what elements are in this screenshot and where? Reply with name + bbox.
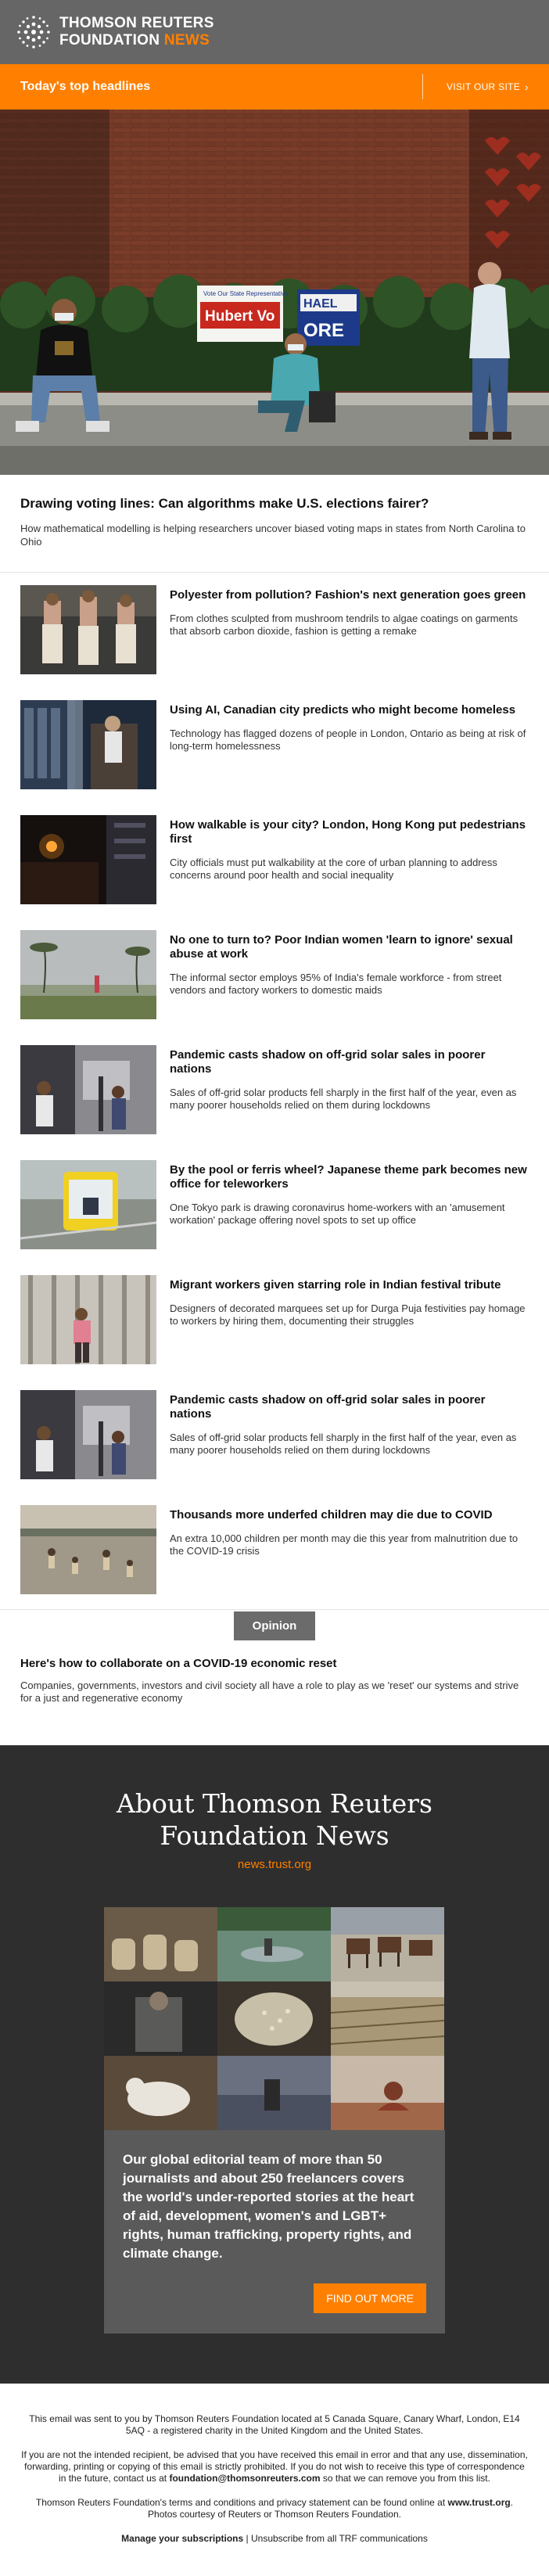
mosaic-photo <box>331 2056 444 2130</box>
brand-line1: THOMSON REUTERS <box>59 15 214 31</box>
about-card <box>104 2130 445 2333</box>
footer-links <box>20 2533 529 2545</box>
thomson-reuters-logo-icon <box>14 13 53 52</box>
article-thumbnail[interactable] <box>20 1390 156 1479</box>
brand-name <box>59 15 214 49</box>
article-summary: City officials must put walkability at the core of urban planning to address concerns around poor health and social inequality <box>170 857 497 881</box>
article-title[interactable]: Thousands more underfed children may die due to COVID <box>170 1508 493 1522</box>
footer-photo-credit: Photos courtesy of Reuters or Thomson Reuters Foundation. <box>148 2509 401 2520</box>
article-summary: From clothes sculpted from mushroom tendrils to algae coatings on garments that absorb carbon dioxide, fashion is getting a remake <box>170 613 518 637</box>
chevron-right-icon: › <box>525 81 529 93</box>
article-title[interactable]: Pandemic casts shadow on off-grid solar sales in poorer nations <box>170 1048 486 1076</box>
article-item[interactable] <box>20 1493 529 1608</box>
article-title[interactable]: Pandemic casts shadow on off-grid solar sales in poorer nations <box>170 1393 486 1421</box>
footer-disclaimer-text: If you are not the intended recipient, be advised that you have received this email in error and that any use, dissemination, forwarding, printing or copying of this email is strictly prohibited. If you do not wish to receive this type of correspondence in the future, contact us at <box>21 2449 528 2484</box>
hero-image[interactable] <box>0 110 549 475</box>
sign-small-text: Vote Our State Representative <box>203 290 289 297</box>
sign2-line2: ORE <box>303 320 345 341</box>
mosaic-photo <box>104 2056 217 2130</box>
footer-address: This email was sent to you by Thomson Reuters Foundation located at 5 Canada Square, Canary Wharf, London, E14 5AQ - a registered charity in the United Kingdom and the United States. <box>29 2413 520 2436</box>
headlines-title: Today's top headlines <box>20 80 151 93</box>
sign-name-text: Hubert Vo <box>205 308 275 325</box>
photo-mosaic <box>104 1907 445 2130</box>
article-item[interactable] <box>20 1378 529 1493</box>
article-item[interactable] <box>20 1033 529 1148</box>
featured-summary: How mathematical modelling is helping researchers uncover biased voting maps in states from North Carolina to Ohio <box>20 523 526 548</box>
voters-waiting-photo <box>0 110 549 475</box>
mosaic-photo <box>331 1981 444 2056</box>
opinion-section <box>0 1609 549 1745</box>
article-thumbnail[interactable] <box>20 1275 156 1364</box>
about-title-line1: About Thomson Reuters <box>117 1788 432 1819</box>
article-title[interactable]: Migrant workers given starring role in Indian festival tribute <box>170 1278 501 1292</box>
mosaic-photo <box>217 1907 331 1981</box>
footer-trust-link[interactable]: www.trust.org <box>447 2497 511 2508</box>
opinion-badge: Opinion <box>234 1611 316 1640</box>
footer-disclaimer-text-end: so that we can remove you from this list. <box>320 2473 490 2484</box>
article-thumbnail[interactable] <box>20 700 156 789</box>
opinion-story[interactable] <box>0 1640 549 1745</box>
footer-disclaimer <box>20 2449 529 2484</box>
article-title[interactable]: Using AI, Canadian city predicts who might become homeless <box>170 703 516 717</box>
article-thumbnail[interactable] <box>20 585 156 674</box>
mosaic-photo <box>331 1907 444 1981</box>
about-site-link[interactable]: news.trust.org <box>237 1858 312 1871</box>
article-summary: The informal sector employs 95% of India's female workforce - from street vendors and factory workers to domestic maids <box>170 972 502 996</box>
mosaic-photo <box>217 1981 331 2056</box>
footer-email-link[interactable]: foundation@thomsonreuters.com <box>169 2473 321 2484</box>
footer-terms-text: Thomson Reuters Foundation's terms and conditions and privacy statement can be found online at <box>35 2497 448 2508</box>
article-item[interactable] <box>20 1263 529 1378</box>
article-summary: Designers of decorated marquees set up for Durga Puja festivities pay homage to workers by hiring them, documenting their struggles <box>170 1302 526 1327</box>
unsubscribe-link[interactable]: Unsubscribe from all TRF communications <box>250 2533 428 2544</box>
footer-terms-period: . <box>510 2497 514 2508</box>
brand-news: NEWS <box>163 32 210 49</box>
campaign-sign-2 <box>297 289 360 346</box>
manage-subscriptions-link[interactable]: Manage your subscriptions <box>121 2533 244 2544</box>
mosaic-photo <box>104 1907 217 1981</box>
article-title[interactable]: Polyester from pollution? Fashion's next generation goes green <box>170 588 526 602</box>
brand-line2: FOUNDATION <box>59 32 160 49</box>
article-thumbnail[interactable] <box>20 1160 156 1249</box>
mosaic-photo <box>217 2056 331 2130</box>
article-list <box>0 573 549 1608</box>
article-item[interactable] <box>20 918 529 1033</box>
article-title[interactable]: No one to turn to? Poor Indian women 'learn to ignore' sexual abuse at work <box>170 933 513 961</box>
article-item[interactable] <box>20 688 529 803</box>
article-item[interactable] <box>20 803 529 918</box>
article-thumbnail[interactable] <box>20 1505 156 1594</box>
email-footer <box>0 2384 549 2576</box>
footer-terms <box>20 2497 529 2520</box>
email-header <box>0 0 549 64</box>
article-summary: Sales of off-grid solar products fell sharply in the first half of the year, even as many poorer households relied on them during lockdowns <box>170 1432 517 1456</box>
visit-site-link[interactable] <box>422 74 529 99</box>
footer-separator: | <box>243 2533 251 2544</box>
article-title[interactable]: By the pool or ferris wheel? Japanese theme park becomes new office for teleworkers <box>170 1163 527 1191</box>
mosaic-photo <box>104 1981 217 2056</box>
article-summary: Technology has flagged dozens of people in London, Ontario as being at risk of long-term homelessness <box>170 728 526 752</box>
article-summary: Sales of off-grid solar products fell sharply in the first half of the year, even as many poorer households relied on them during lockdowns <box>170 1087 517 1111</box>
article-item[interactable] <box>20 1148 529 1263</box>
headlines-bar <box>0 64 549 110</box>
about-section <box>0 1745 549 2384</box>
opinion-title[interactable]: Here's how to collaborate on a COVID-19 economic reset <box>20 1657 337 1670</box>
visit-site-label: VISIT OUR SITE <box>447 81 521 92</box>
campaign-sign <box>197 286 289 342</box>
featured-title[interactable]: Drawing voting lines: Can algorithms make U.S. elections fairer? <box>20 496 429 511</box>
article-item[interactable] <box>20 573 529 688</box>
article-thumbnail[interactable] <box>20 1045 156 1134</box>
about-title <box>0 1787 549 1852</box>
article-title[interactable]: How walkable is your city? London, Hong Kong put pedestrians first <box>170 818 526 846</box>
find-out-more-button[interactable]: FIND OUT MORE <box>314 2283 426 2313</box>
opinion-summary: Companies, governments, investors and civil society all have a role to play as we 'reset' our systems and strive for a just and regenerative economy <box>20 1680 519 1704</box>
article-summary: An extra 10,000 children per month may die this year from malnutrition due to the COVID-19 crisis <box>170 1532 518 1557</box>
article-thumbnail[interactable] <box>20 930 156 1019</box>
about-body: Our global editorial team of more than 50 journalists and about 250 freelancers covers the world's under-reported stories at the heart of aid, development, women's and LGBT+ rights, human trafficking, property rights, and climate change. <box>123 2152 414 2261</box>
about-title-line2: Foundation News <box>160 1820 389 1851</box>
article-thumbnail[interactable] <box>20 815 156 904</box>
sign2-line1: HAEL <box>303 297 338 311</box>
article-summary: One Tokyo park is drawing coronavirus home-workers with an 'amusement workation' package offering novel spots to set up office <box>170 1202 505 1226</box>
featured-story[interactable] <box>0 475 549 573</box>
